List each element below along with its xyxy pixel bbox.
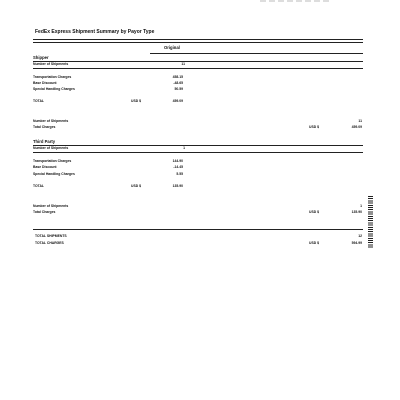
third-party-total-label: TOTAL [33, 184, 44, 188]
shipper-num-rule [33, 68, 363, 69]
column-header-rule [150, 53, 363, 54]
title-rule [33, 39, 363, 40]
report-title: FedEx Express Shipment Summary by Payor Type [35, 29, 155, 35]
shipper-total-value: 459.09 [172, 99, 183, 103]
shipper-row-label: Base Discount [33, 81, 57, 85]
grand-total-rule [33, 229, 363, 230]
third-party-summary-charges-label: Total Charges [33, 210, 56, 214]
third-party-total-value: 135.90 [172, 184, 183, 188]
third-party-summary-currency: USD $ [309, 210, 319, 214]
third-party-row-value: 5.55 [176, 172, 183, 176]
shipper-summary-charges-value: 459.09 [351, 125, 362, 129]
shipper-rule [33, 61, 363, 62]
third-party-row-label: Base Discount [33, 165, 57, 169]
total-charges-label: TOTAL CHARGES [35, 241, 64, 245]
shipper-num-shipments-label: Number of Shipments [33, 62, 69, 66]
third-party-num-shipments-label: Number of Shipments [33, 146, 69, 150]
third-party-rule [33, 145, 363, 146]
third-party-summary-charges-value: 135.90 [351, 210, 362, 214]
third-party-row-value: 144.90 [172, 159, 183, 163]
shipper-heading: Shipper [33, 55, 49, 60]
shipper-summary-num-value: 11 [358, 119, 362, 123]
third-party-heading: Third Party [33, 139, 56, 144]
shipper-num-shipments-value: 11 [181, 62, 185, 66]
shipper-row-value: 458.15 [172, 75, 183, 79]
third-party-total-currency: USD $ [131, 184, 141, 188]
shipper-row-label: Transportation Charges [33, 75, 72, 79]
total-shipments-value: 12 [358, 234, 362, 238]
third-party-summary-num-value: 1 [360, 204, 362, 208]
third-party-summary-num-label: Number of Shipments [33, 204, 69, 208]
total-shipments-label: TOTAL SHIPMENTS [35, 234, 67, 238]
total-charges-value: 594.99 [351, 241, 362, 245]
shipper-total-label: TOTAL [33, 99, 44, 103]
total-charges-currency: USD $ [309, 241, 319, 245]
header-mark [260, 0, 330, 2]
shipper-summary-charges-label: Total Charges [33, 125, 56, 129]
barcode-strip [368, 196, 373, 248]
shipper-summary-currency: USD $ [309, 125, 319, 129]
third-party-num-rule [33, 152, 363, 153]
shipper-total-currency: USD $ [131, 99, 141, 103]
shipper-summary-num-label: Number of Shipments [33, 119, 69, 123]
third-party-row-label: Special Handling Charges [33, 172, 75, 176]
shipper-row-value: 50.59 [174, 87, 183, 91]
column-header-original: Original [164, 45, 180, 50]
third-party-row-label: Transportation Charges [33, 159, 72, 163]
shipper-row-label: Special Handling Charges [33, 87, 75, 91]
title-rule-2 [33, 42, 363, 43]
third-party-num-shipments-value: 1 [183, 146, 185, 150]
shipper-row-value: -48.65 [173, 81, 183, 85]
third-party-row-value: -14.45 [173, 165, 183, 169]
